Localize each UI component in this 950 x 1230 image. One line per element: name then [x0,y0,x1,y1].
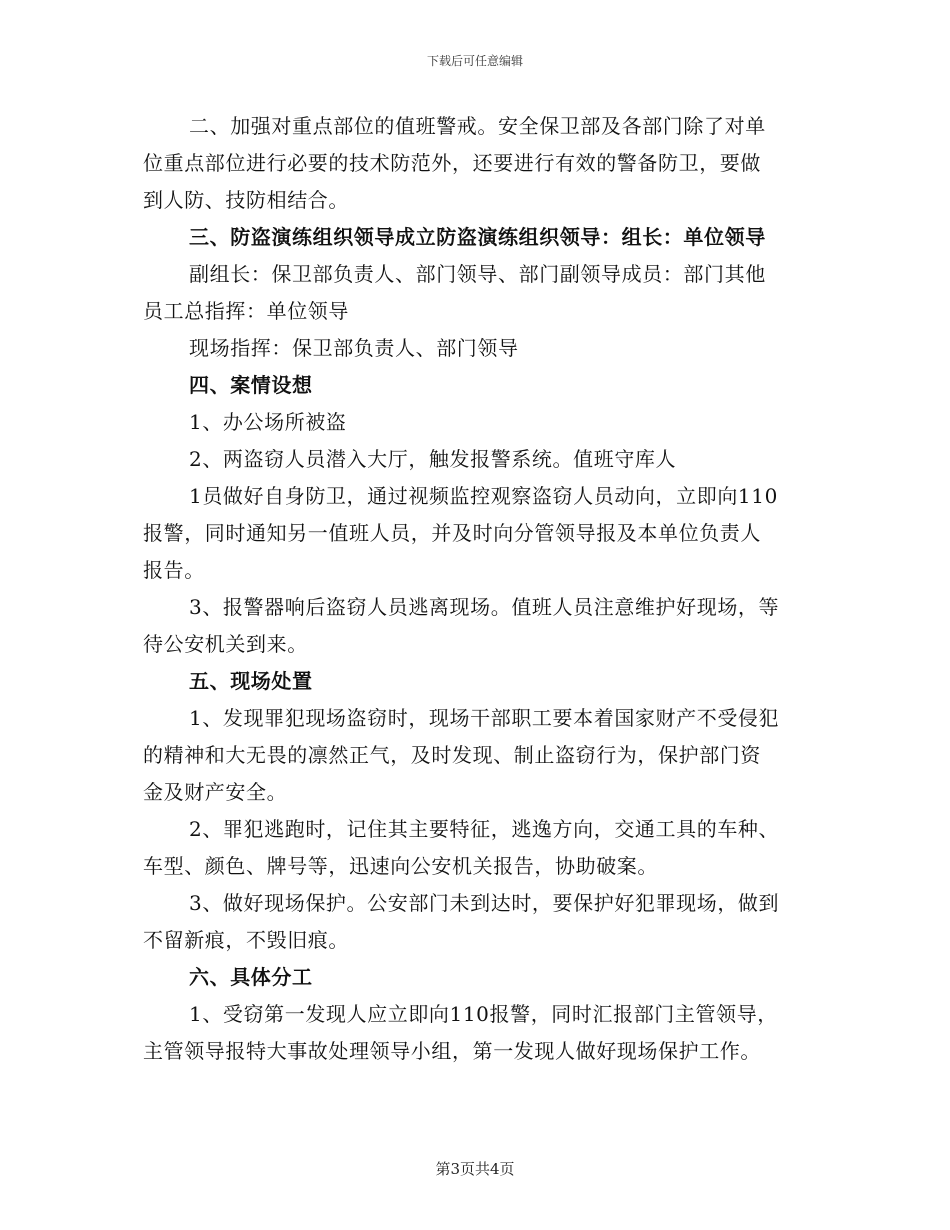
paragraph-line: 1、办公场所被盗 [189,410,347,434]
page-header-note: 下载后可任意编辑 [426,54,523,68]
paragraph-line: 待公安机关到来。 [143,632,308,656]
paragraph-line: 金及财产安全。 [143,780,288,804]
paragraph-line: 报警，同时通知另一值班人员，并及时向分管领导报及本单位负责人 [143,521,761,545]
paragraph-line: 报告。 [143,558,205,582]
paragraph-line: 的精神和大无畏的凛然正气，及时发现、制止盗窃行为，保护部门资 [143,743,761,767]
section-heading: 五、现场处置 [189,669,313,693]
paragraph-line: 二、加强对重点部位的值班警戒。安全保卫部及各部门除了对单 [189,114,766,138]
document-body [143,108,808,1070]
paragraph-line: 不留新痕，不毁旧痕。 [143,928,349,952]
paragraph-line: 副组长：保卫部负责人、部门领导、部门副领导成员：部门其他 [189,262,766,286]
paragraph-line: 2、罪犯逃跑时，记住其主要特征，逃逸方向，交通工具的车种、 [189,817,780,841]
paragraph-line: 到人防、技防相结合。 [143,188,349,212]
paragraph-line: 1、受窃第一发现人应立即向110报警，同时汇报部门主管领导， [189,1002,778,1026]
section-heading: 六、具体分工 [189,965,313,989]
paragraph-line: 1员做好自身防卫，通过视频监控观察盗窃人员动向，立即向110 [189,484,778,508]
paragraph-line: 主管领导报特大事故处理领导小组，第一发现人做好现场保护工作。 [143,1039,761,1063]
paragraph-line: 2、两盗窃人员潜入大厅，触发报警系统。值班守库人 [189,447,677,471]
section-heading: 四、案情设想 [189,373,313,397]
section-heading: 三、防盗演练组织领导成立防盗演练组织领导：组长：单位领导 [189,225,766,249]
paragraph-line: 3、做好现场保护。公安部门未到达时，要保护好犯罪现场，做到 [189,891,780,915]
paragraph-line: 1、发现罪犯现场盗窃时，现场干部职工要本着国家财产不受侵犯 [189,706,780,730]
paragraph-line: 车型、颜色、牌号等，迅速向公安机关报告，协助破案。 [143,854,658,878]
paragraph-line: 现场指挥：保卫部负责人、部门领导 [189,336,519,360]
page-number: 第3页共4页 [435,1160,515,1178]
paragraph-line: 3、报警器响后盗窃人员逃离现场。值班人员注意维护好现场，等 [189,595,780,619]
paragraph-line: 员工总指挥：单位领导 [143,299,349,323]
paragraph-line: 位重点部位进行必要的技术防范外，还要进行有效的警备防卫，要做 [143,151,761,175]
